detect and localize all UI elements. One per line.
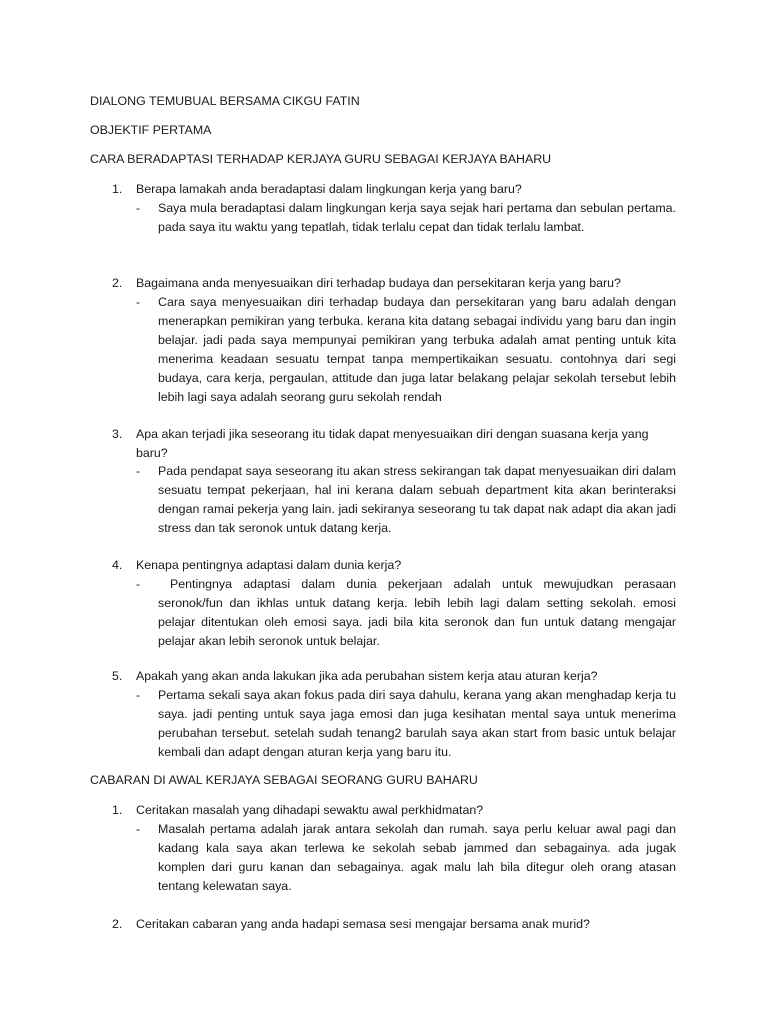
document-title: DIALONG TEMUBUAL BERSAMA CIKGU FATIN — [90, 94, 360, 108]
dash-bullet: - — [136, 201, 141, 215]
section-heading: CARA BERADAPTASI TERHADAP KERJAYA GURU SEBAGAI KERJAYA BAHARU — [90, 152, 552, 166]
question-text: Apa akan terjadi jika seseorang itu tidak dapat menyesuaikan diri dengan suasana kerja yang baru? — [136, 427, 649, 460]
answer-text: Masalah pertama adalah jarak antara sekolah dan rumah. saya perlu keluar awal pagi dan kadang kala saya akan terlewa ke sekolah sebab jammed dan sebagainya. ada jugak komplen dari guru kanan dan sebagainya. agak malu lah bila ditegur oleh orang atasan tentang kelewatan saya. — [158, 822, 676, 893]
question-text: Bagaimana anda menyesuaikan diri terhadap budaya dan persekitaran kerja yang baru? — [136, 276, 621, 290]
dash-bullet: - — [136, 464, 141, 478]
dash-bullet: - — [136, 577, 141, 591]
item-number: 5. — [112, 669, 123, 683]
answer-text: Pentingnya adaptasi dalam dunia pekerjaan adalah untuk mewujudkan perasaan seronok/fun dan ikhlas untuk datang kerja. lebih lebih lagi dalam setting sekolah. emosi pelajar ditentukan oleh emosi saya. jadi bila kita seronok dan fun untuk datang mengajar pelajar akan lebih seronok untuk belajar. — [158, 577, 676, 648]
item-number: 1. — [112, 803, 123, 817]
dash-bullet: - — [136, 295, 141, 309]
question-text: Kenapa pentingnya adaptasi dalam dunia kerja? — [136, 558, 402, 572]
question-text: Apakah yang akan anda lakukan jika ada perubahan sistem kerja atau aturan kerja? — [136, 669, 598, 683]
answer-text: Pada pendapat saya seseorang itu akan stress sekirangan tak dapat menyesuaikan diri dalam sesuatu tempat pekerjaan, hal ini kerana dalam sebuah department kita akan berinteraksi dengan ramai pekerja yang lain. jadi sekiranya seseorang tu tak dapat nak adapt dia akan jadi stress dan tak seronok untuk datang kerja. — [158, 464, 676, 535]
answer-text: Pertama sekali saya akan fokus pada diri saya dahulu, kerana yang akan menghadap kerja tu saya. jadi penting untuk saya jaga emosi dan juga kesihatan mental saya untuk menerima perubahan tersebut. setelah sudah tenang2 barulah saya akan start from basic untuk belajar kembali dan adapt dengan aturan kerja yang baru itu. — [158, 688, 676, 759]
item-number: 3. — [112, 427, 123, 441]
question-text: Berapa lamakah anda beradaptasi dalam lingkungan kerja yang baru? — [136, 182, 522, 196]
dash-bullet: - — [136, 822, 141, 836]
item-number: 4. — [112, 558, 123, 572]
question-text: Ceritakan cabaran yang anda hadapi semasa sesi mengajar bersama anak murid? — [136, 917, 590, 931]
item-number: 2. — [112, 917, 123, 931]
section-heading: CABARAN DI AWAL KERJAYA SEBAGAI SEORANG GURU BAHARU — [90, 773, 478, 787]
answer-text: Cara saya menyesuaikan diri terhadap budaya dan persekitaran yang baru adalah dengan menerapkan pemikiran yang terbuka. kerana kita datang sebagai individu yang baru dan ingin belajar. jadi pada saya mempunyai pemikiran yang terbuka adalah amat penting untuk kita menerima keadaan sesuatu tempat tanpa mempertikaikan sesuatu. contohnya dari segi budaya, cara kerja, pergaulan, attitude dan juga latar belakang pelajar sekolah tersebut lebih lebih lagi saya adalah seorang guru sekolah rendah — [158, 295, 676, 404]
item-number: 2. — [112, 276, 123, 290]
item-number: 1. — [112, 182, 123, 196]
dash-bullet: - — [136, 688, 141, 702]
answer-text: Saya mula beradaptasi dalam lingkungan kerja saya sejak hari pertama dan sebulan pertama. pada saya itu waktu yang tepatlah, tidak terlalu cepat dan tidak terlalu lambat. — [158, 201, 676, 234]
question-text: Ceritakan masalah yang dihadapi sewaktu awal perkhidmatan? — [136, 803, 484, 817]
section-label: OBJEKTIF PERTAMA — [90, 123, 212, 137]
